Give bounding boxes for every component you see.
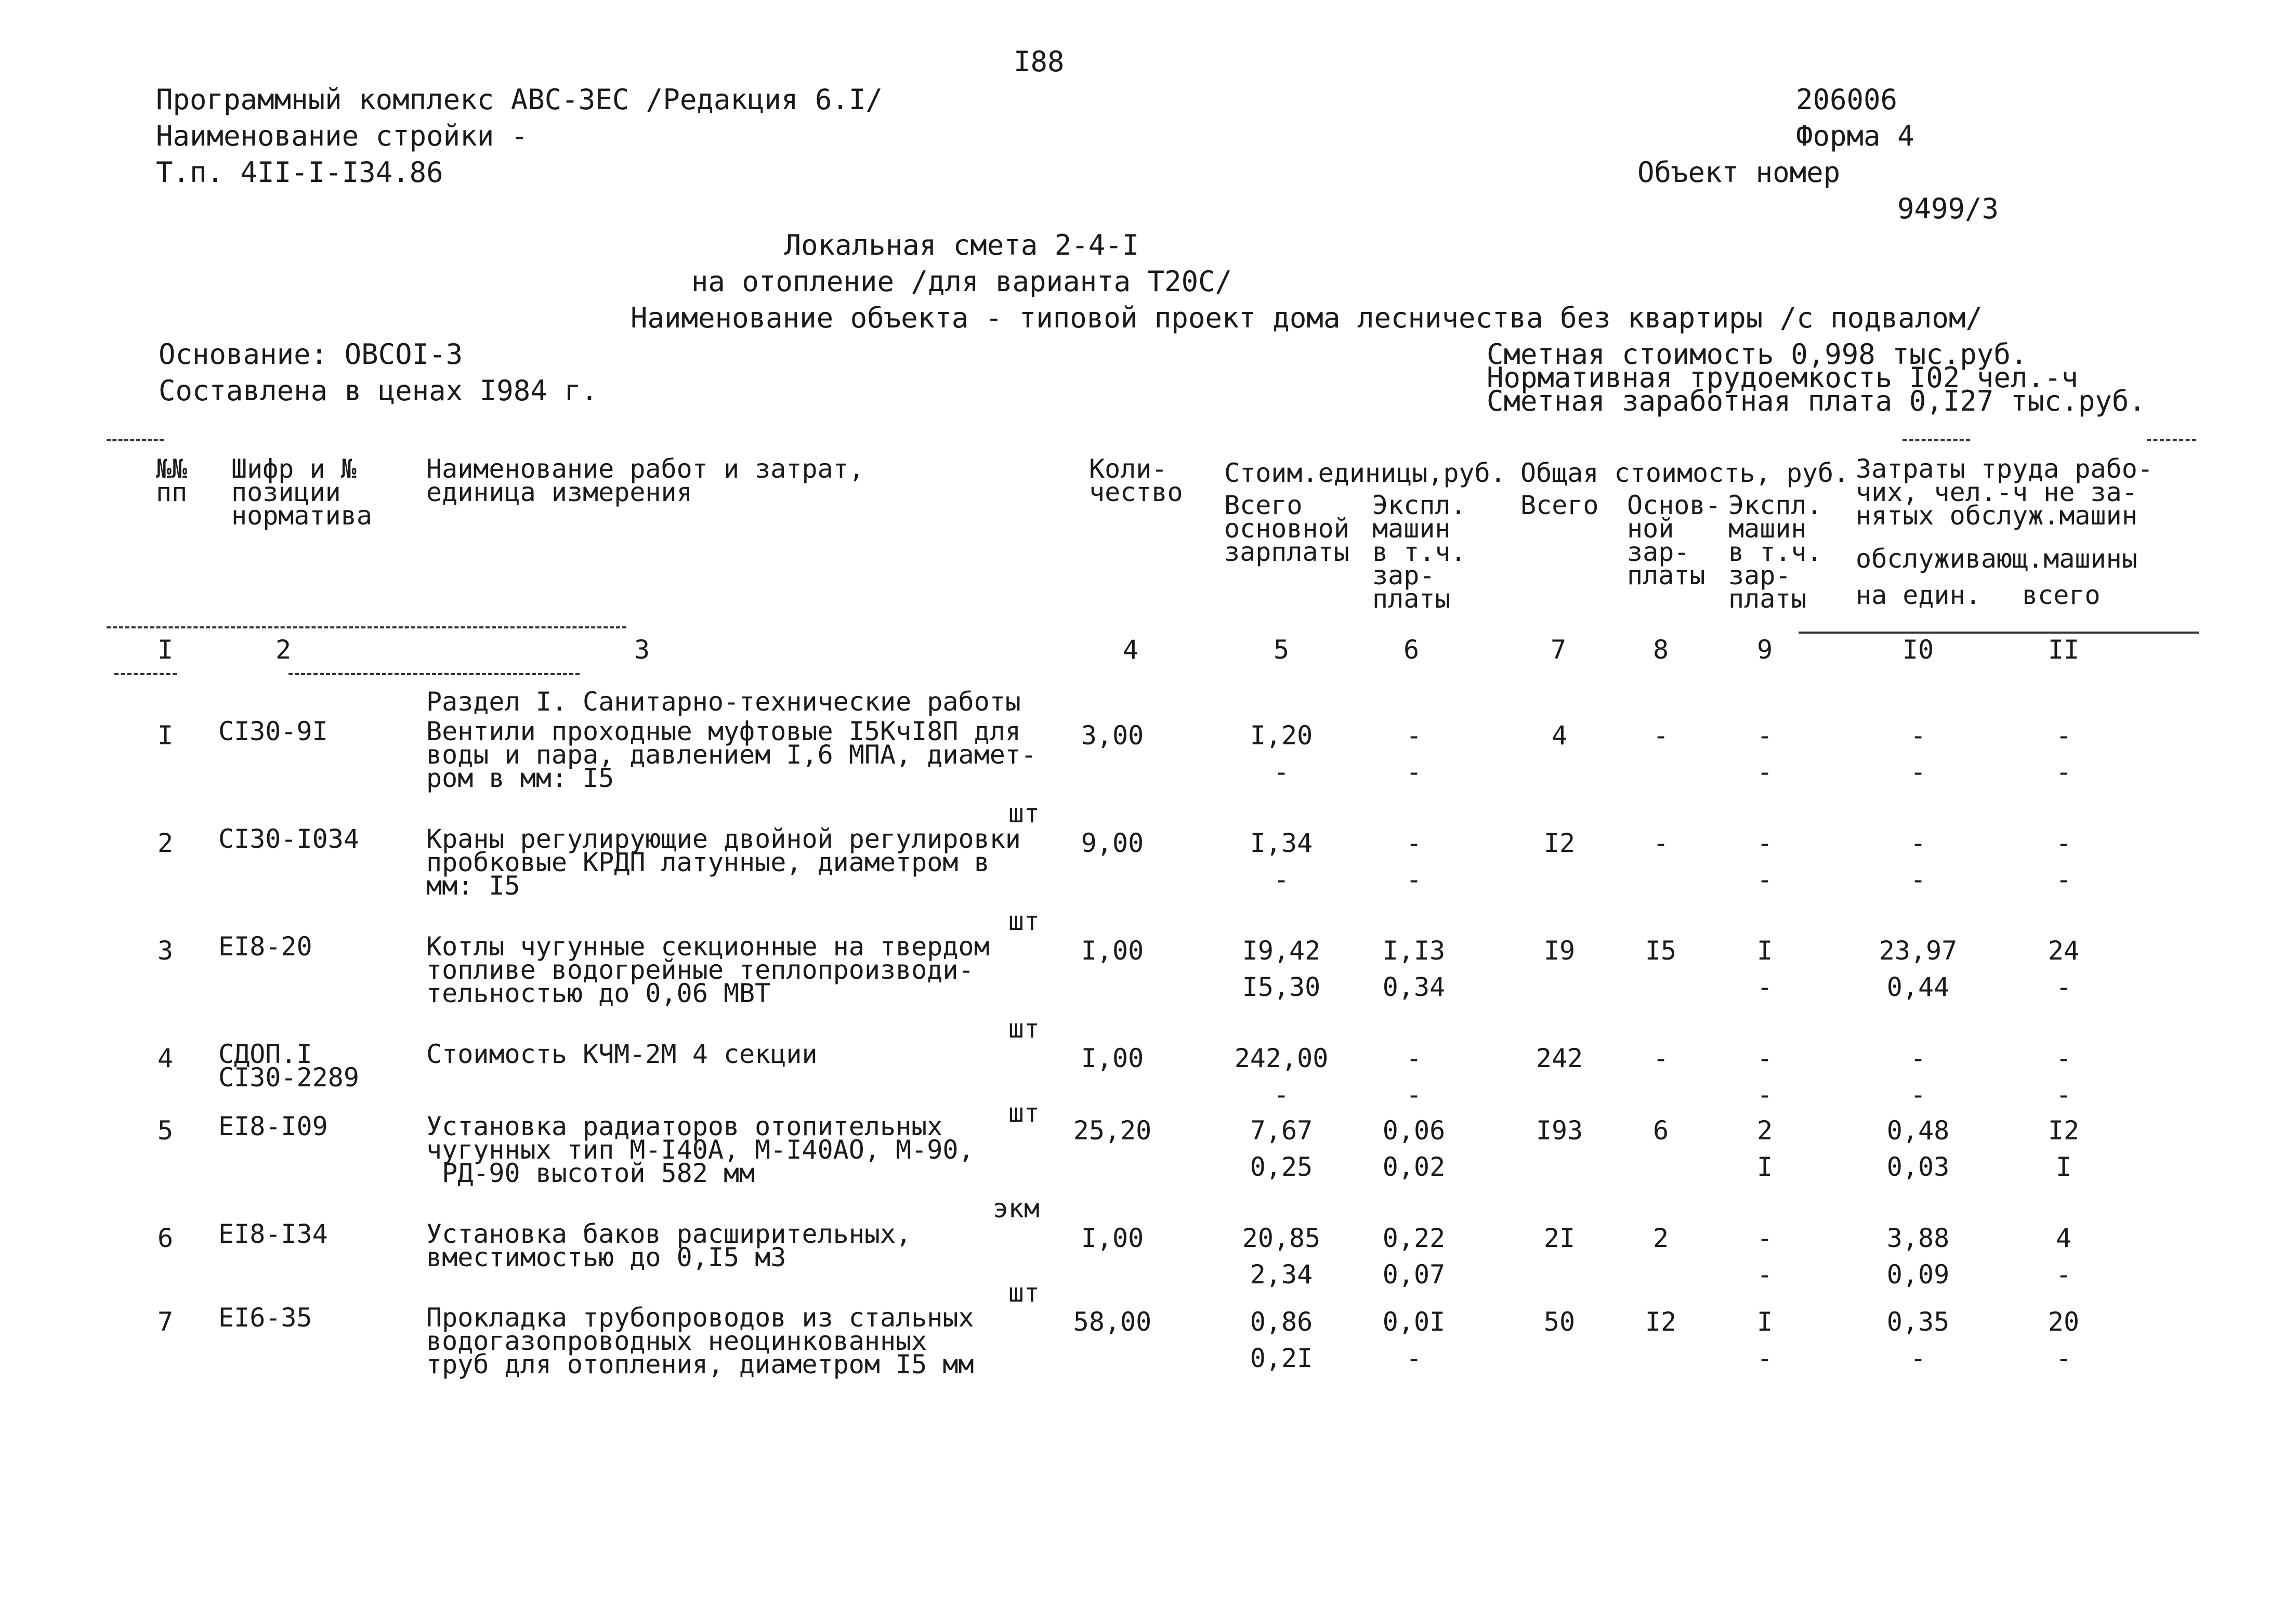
row-cell-c9b: - [1756, 864, 1773, 895]
row-cell-c10a: - [1910, 1043, 1926, 1073]
row-cell-c9b: - [1756, 1080, 1773, 1110]
row-work-name: Установка радиаторов отопительных чугунных тип М-I40А, М-I40АО, М-90, РД-90 высотой 582 мм [426, 1111, 974, 1188]
col-group-total-cost: Общая стоимость, руб. [1520, 458, 1849, 488]
column-number-rule [114, 673, 177, 675]
col-header-total-machines: Экспл. машин в т.ч. зар- платы [1728, 490, 1822, 614]
row-cell-c6b: 0,34 [1382, 972, 1446, 1002]
row-unit: шт [1008, 1098, 1040, 1128]
row-number: 7 [157, 1307, 174, 1337]
row-cell-c7: I93 [1536, 1115, 1583, 1146]
row-cell-c9a: - [1756, 1043, 1773, 1073]
row-cell-c9a: 2 [1756, 1115, 1773, 1146]
row-cell-c11a: 4 [2055, 1223, 2072, 1253]
col-group-labor: Затраты труда рабо- чих, чел.-ч не за- нятых обслуж.машин [1856, 454, 2153, 531]
row-number: 6 [157, 1223, 174, 1253]
row-cell-c7: 50 [1543, 1307, 1576, 1337]
row-cell-c10b: - [1910, 864, 1926, 895]
row-cell-c9b: I [1756, 1152, 1773, 1182]
col-header-total: Всего [1520, 490, 1599, 520]
row-cell-c5b: I5,30 [1242, 972, 1321, 1002]
row-cell-c7: 2I [1543, 1223, 1576, 1253]
row-number: 3 [157, 936, 174, 966]
row-cell-c9b: - [1756, 1343, 1773, 1373]
row-cell-c7: 4 [1551, 720, 1568, 751]
row-cell-c5a: I,34 [1250, 828, 1313, 858]
estimated-cost: Сметная стоимость 0,998 тыс.руб. [1487, 338, 2028, 371]
column-number-rule [288, 673, 580, 675]
row-cell-c10b: 0,09 [1886, 1259, 1950, 1290]
row-cell-c10a: 0,48 [1886, 1115, 1950, 1146]
row-number: 4 [157, 1043, 174, 1073]
row-code: СI30-9I [218, 716, 328, 746]
row-cell-c5b: - [1273, 1080, 1290, 1110]
row-cell-c11a: - [2055, 828, 2072, 858]
row-cell-c11b: - [2055, 972, 2072, 1002]
row-cell-c9b: - [1756, 1259, 1773, 1290]
row-cell-c6b: 0,02 [1382, 1152, 1446, 1182]
col-header-unit-machines: Экспл. машин в т.ч. зар- платы [1372, 490, 1466, 614]
project-code: Т.п. 4II-I-I34.86 [156, 156, 443, 189]
row-work-name: Установка баков расширительных, вместимостью до 0,I5 м3 [426, 1219, 912, 1272]
row-cell-c11b: - [2055, 864, 2072, 895]
row-cell-c8: - [1652, 828, 1669, 858]
basis-line: Основание: ОВСОI-3 [159, 338, 463, 371]
row-cell-c5b: - [1273, 757, 1290, 787]
row-cell-c11a: - [2055, 1043, 2072, 1073]
row-cell-c6b: 0,07 [1382, 1259, 1446, 1290]
row-cell-c6b: - [1406, 1080, 1422, 1110]
row-cell-c8: - [1652, 1043, 1669, 1073]
row-code: СДОП.I СI30-2289 [218, 1039, 359, 1093]
row-code: СI30-I034 [218, 824, 359, 854]
row-cell-c5a: 242,00 [1234, 1043, 1329, 1073]
program-line: Программный комплекс АВС-3ЕС /Редакция 6.I/ [156, 83, 883, 116]
col-header-code: Шифр и № позиции норматива [231, 454, 372, 531]
row-code: ЕI6-35 [218, 1303, 312, 1333]
estimate-subject: на отопление /для варианта Т20С/ [691, 265, 1232, 298]
table-top-rule [2147, 439, 2196, 441]
row-work-name: Вентили проходные муфтовые I5КчI8П для воды и пара, давлением I,6 МПА, диамет- ром в мм: I5 [426, 716, 1037, 793]
column-number: 2 [275, 635, 292, 665]
object-name: Наименование объекта - типовой проект дома лесничества без квартиры /с подвалом/ [631, 301, 1983, 334]
form-number: Форма 4 [1796, 120, 1914, 152]
document-code: 206006 [1796, 83, 1898, 116]
prices-line: Составлена в ценах I984 г. [159, 374, 598, 407]
row-cell-c10a: 3,88 [1886, 1223, 1950, 1253]
estimated-salary: Сметная заработная плата 0,I27 тыс.руб. [1487, 385, 2146, 417]
section-title: Раздел I. Санитарно-технические работы [426, 687, 1021, 717]
row-unit: шт [1008, 1278, 1040, 1308]
table-top-rule [1903, 439, 1970, 441]
estimate-title: Локальная смета 2-4-I [784, 229, 1139, 261]
row-cell-c6b: - [1406, 757, 1422, 787]
row-cell-c10b: 0,44 [1886, 972, 1950, 1002]
row-cell-c5a: I9,42 [1242, 936, 1321, 966]
row-cell-c5b: 0,25 [1250, 1152, 1313, 1182]
col-group-labor-machines: обслуживающ.машины [1856, 544, 2137, 574]
row-cell-c7: 242 [1536, 1043, 1583, 1073]
column-number: I0 [1902, 635, 1934, 665]
row-cell-c5b: - [1273, 864, 1290, 895]
column-number: 6 [1403, 635, 1420, 665]
row-number: I [157, 720, 174, 751]
column-number: 4 [1122, 635, 1139, 665]
row-cell-qty: 58,00 [1073, 1307, 1152, 1337]
row-cell-c8: 6 [1652, 1115, 1669, 1146]
row-cell-c9a: I [1756, 936, 1773, 966]
row-cell-c5a: 7,67 [1250, 1115, 1313, 1146]
column-number: 9 [1756, 635, 1773, 665]
row-unit: шт [1008, 798, 1040, 829]
row-cell-c11b: - [2055, 757, 2072, 787]
col-header-labor-total: всего [2022, 580, 2101, 610]
row-number: 2 [157, 828, 174, 858]
col-header-work-name: Наименование работ и затрат, единица измерения [426, 454, 864, 507]
row-cell-c11a: I2 [2048, 1115, 2080, 1146]
row-cell-c8: - [1652, 720, 1669, 751]
column-number: 5 [1273, 635, 1290, 665]
row-cell-c7: I2 [1543, 828, 1576, 858]
row-cell-c9a: I [1756, 1307, 1773, 1337]
row-cell-c5a: 20,85 [1242, 1223, 1321, 1253]
row-cell-c9b: - [1756, 757, 1773, 787]
row-cell-c5b: 0,2I [1250, 1343, 1313, 1373]
row-cell-c10a: - [1910, 720, 1926, 751]
row-cell-c11a: - [2055, 720, 2072, 751]
col-header-unit-salary: Всего основной зарплаты [1224, 490, 1349, 567]
row-cell-c9a: - [1756, 828, 1773, 858]
row-cell-qty: 3,00 [1081, 720, 1144, 751]
row-cell-c9a: - [1756, 1223, 1773, 1253]
col-header-total-salary: Основ- ной зар- платы [1627, 490, 1721, 590]
row-cell-c11b: - [2055, 1259, 2072, 1290]
column-number: II [2048, 635, 2080, 665]
row-cell-c10a: - [1910, 828, 1926, 858]
table-top-rule [107, 439, 164, 441]
page-number: I88 [1014, 45, 1065, 78]
row-cell-qty: I,00 [1081, 1223, 1144, 1253]
row-cell-c8: I2 [1645, 1307, 1677, 1337]
column-number: 8 [1652, 635, 1669, 665]
row-work-name: Краны регулирующие двойной регулировки пробковые КРДП латунные, диаметром в мм: I5 [426, 824, 1021, 901]
labor-intensity: Нормативная трудоемкость I02 чел.-ч [1487, 361, 2078, 394]
row-cell-c8: 2 [1652, 1223, 1669, 1253]
row-code: ЕI8-20 [218, 931, 312, 962]
row-work-name: Котлы чугунные секционные на твердом топливе водогрейные теплопроизводи- тельностью до 0,06 МВТ [426, 931, 990, 1008]
row-cell-c6a: - [1406, 720, 1422, 751]
row-cell-c10a: 23,97 [1879, 936, 1958, 966]
row-number: 5 [157, 1115, 174, 1146]
row-cell-c11a: 20 [2048, 1307, 2080, 1337]
row-cell-c6b: - [1406, 1343, 1422, 1373]
row-cell-c10b: - [1910, 1080, 1926, 1110]
column-number: I [157, 635, 174, 665]
row-cell-c10b: - [1910, 1343, 1926, 1373]
construction-name: Наименование стройки - [156, 120, 528, 152]
row-cell-c6a: - [1406, 1043, 1422, 1073]
row-work-name: Стоимость КЧМ-2М 4 секции [426, 1039, 818, 1069]
row-cell-c6a: I,I3 [1382, 936, 1446, 966]
row-cell-c11b: I [2055, 1152, 2072, 1182]
row-cell-c5a: 0,86 [1250, 1307, 1313, 1337]
row-unit: шт [1008, 906, 1040, 936]
row-cell-c10b: 0,03 [1886, 1152, 1950, 1182]
row-cell-qty: 25,20 [1073, 1115, 1152, 1146]
row-cell-c7: I9 [1543, 936, 1576, 966]
row-code: ЕI8-I34 [218, 1219, 328, 1249]
header-bottom-rule [1799, 632, 2199, 634]
row-cell-c9b: - [1756, 972, 1773, 1002]
row-unit: шт [1008, 1014, 1040, 1044]
row-cell-c6a: - [1406, 828, 1422, 858]
row-cell-c6a: 0,0I [1382, 1307, 1446, 1337]
col-group-unit-cost: Стоим.единицы,руб. [1224, 458, 1506, 488]
row-unit: экм [992, 1193, 1040, 1224]
row-cell-c11b: - [2055, 1343, 2072, 1373]
row-cell-qty: 9,00 [1081, 828, 1144, 858]
row-cell-qty: I,00 [1081, 1043, 1144, 1073]
row-cell-c6b: - [1406, 864, 1422, 895]
row-cell-c9a: - [1756, 720, 1773, 751]
row-cell-c6a: 0,06 [1382, 1115, 1446, 1146]
row-work-name: Прокладка трубопроводов из стальных водогазопроводных неоцинкованных труб для отопления, диаметром I5 мм [426, 1303, 974, 1380]
row-cell-c6a: 0,22 [1382, 1223, 1446, 1253]
row-cell-c8: I5 [1645, 936, 1677, 966]
row-code: ЕI8-I09 [218, 1111, 328, 1141]
column-number: 7 [1550, 635, 1567, 665]
header-bottom-rule [107, 626, 626, 628]
object-number: 9499/3 [1897, 192, 1999, 225]
column-number: 3 [634, 635, 650, 665]
row-cell-c5a: I,20 [1250, 720, 1313, 751]
row-cell-qty: I,00 [1081, 936, 1144, 966]
row-cell-c10a: 0,35 [1886, 1307, 1950, 1337]
row-cell-c11a: 24 [2048, 936, 2080, 966]
row-cell-c11b: - [2055, 1080, 2072, 1110]
col-header-labor-unit: на един. [1856, 580, 1981, 610]
row-cell-c5b: 2,34 [1250, 1259, 1313, 1290]
col-header-quantity: Коли- чество [1089, 454, 1183, 507]
object-label: Объект номер [1637, 156, 1841, 189]
col-header-row-number: №№ пп [156, 454, 188, 507]
row-cell-c10b: - [1910, 757, 1926, 787]
